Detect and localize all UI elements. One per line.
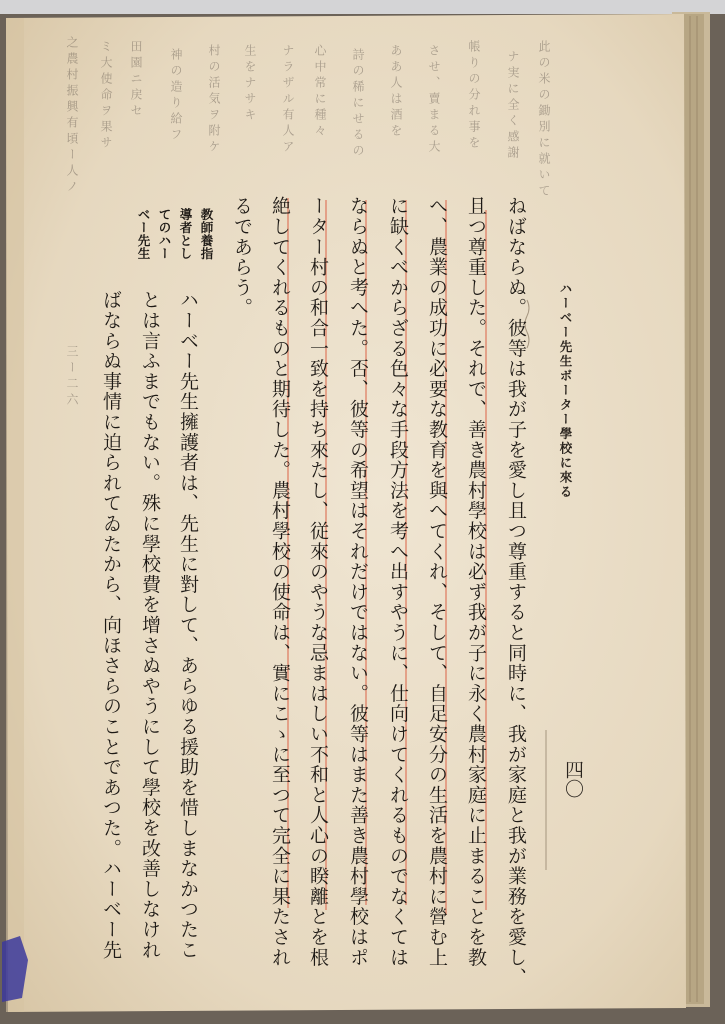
handwritten-note: 田園ニ戻セ bbox=[129, 40, 143, 120]
body-line: 絶してくれるものと期待した。農村學校の使命は、實にこゝに至つて完全に果たされ bbox=[269, 196, 291, 968]
marginal-heading: てのハー bbox=[157, 208, 172, 260]
handwritten-note: 詩の稀にせるの bbox=[351, 48, 365, 160]
handwritten-note: ナラザル有人ア bbox=[281, 44, 295, 156]
body-line: ばならぬ事情に迫られてゐたから、向ほさらのことであつた。ハーベー先 bbox=[100, 290, 122, 960]
handwritten-note: ああ人は酒を bbox=[389, 44, 403, 140]
body-line: ねばならぬ。彼等は我が子を愛し且つ尊重すると同時に、我が家庭と我が業務を愛し、 bbox=[505, 196, 527, 988]
handwritten-note: ナ実に全く感謝 bbox=[506, 50, 520, 162]
body-line: ならぬと考へた。否、彼等の希望はそれだけではない。彼等はまた善き農村學校はポ bbox=[347, 196, 369, 968]
running-head: ハーベー先生ボーター學校に來る bbox=[558, 282, 573, 500]
marginal-heading: 教師養指 bbox=[199, 208, 214, 260]
handwritten-note: 之農村振興有頃ー人ノ bbox=[65, 36, 79, 196]
handwritten-note: 三ー二六 bbox=[65, 345, 79, 409]
handwritten-note: 此の米の鋤別に就いて bbox=[537, 40, 551, 200]
handwritten-note: 神の造り給フ bbox=[169, 48, 183, 144]
body-line: 且つ尊重した。それで、善き農村學校は必ず我が子に永く農村家庭に止まることを教 bbox=[465, 196, 487, 968]
handwritten-note: させ、賣まる大 bbox=[427, 44, 441, 156]
body-line: とは言ふまでもない。殊に學校費を增さぬやうにして學校を改善しなけれ bbox=[139, 290, 161, 960]
body-line: へ、農業の成功に必要な教育を與へてくれ、そして、自足安分の生活を農村に營む上 bbox=[426, 196, 448, 968]
marginal-heading: 導者とし bbox=[178, 208, 193, 260]
body-line: ハーベー先生擁護者は、先生に對して、あらゆる援助を惜しまなかつたこ bbox=[177, 290, 199, 960]
body-line: に缺くべからざる色々な手段方法を考へ出すやうに、仕向けてくれるものでなくては bbox=[387, 196, 409, 968]
handwritten-note: ミ大使命ヲ果サ bbox=[99, 40, 113, 152]
page-number: 四〇 bbox=[562, 760, 584, 798]
handwritten-note: 村の活気ヲ附ケ bbox=[207, 44, 221, 156]
handwritten-note: 心中常に種々 bbox=[313, 44, 327, 140]
body-line: るであらう。 bbox=[231, 196, 253, 318]
handwritten-note: 帳りの分れ事を bbox=[467, 40, 481, 152]
body-line: ーター村の和合一致を持ち來たし、従來のやうな忌まはしい不和と人心の睽離とを根 bbox=[307, 196, 329, 968]
handwritten-note: 生をナサキ bbox=[243, 44, 257, 124]
marginal-heading: ベー先生 bbox=[136, 208, 151, 260]
